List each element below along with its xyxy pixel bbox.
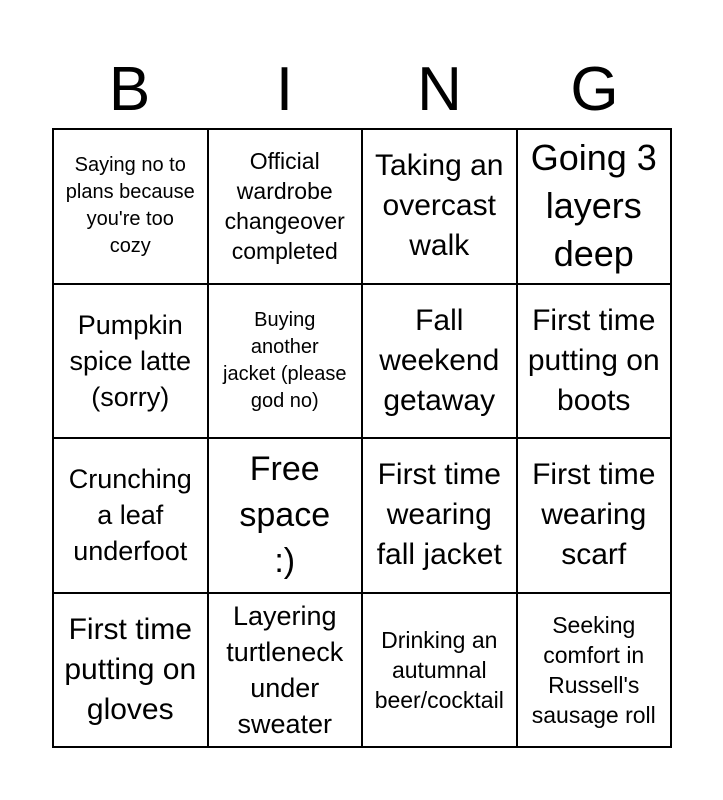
bingo-cell[interactable] (518, 439, 673, 594)
header-letter-i: I (275, 55, 294, 124)
bingo-cell[interactable] (363, 130, 518, 285)
bingo-header (52, 54, 672, 126)
header-letter-b: B (108, 55, 151, 124)
bingo-cell-text: First time putting on boots (527, 303, 660, 417)
bingo-cell[interactable] (54, 594, 209, 749)
bingo-cell-text: Buying another jacket (please god no) (223, 308, 347, 412)
bingo-cell-text: Crunching a leaf underfoot (68, 464, 192, 567)
bingo-cell[interactable] (54, 439, 209, 594)
bingo-cell[interactable] (54, 285, 209, 440)
bingo-cell[interactable] (209, 285, 364, 440)
bingo-cell-text: Free space :) (239, 450, 331, 581)
bingo-cell[interactable] (209, 130, 364, 285)
bingo-cell-text: Taking an overcast walk (375, 149, 504, 263)
bingo-cell[interactable] (363, 594, 518, 749)
bingo-cell[interactable] (209, 439, 364, 594)
bingo-cell[interactable] (518, 130, 673, 285)
bingo-cell-text: Drinking an autumnal beer/cocktail (374, 626, 504, 713)
bingo-cell-text: Saying no to plans because you're too cozy (65, 154, 195, 258)
bingo-cell[interactable] (363, 285, 518, 440)
bingo-cell[interactable] (209, 594, 364, 749)
bingo-cell-text: Seeking comfort in Russell's sausage roll (531, 611, 656, 728)
bingo-cell[interactable] (363, 439, 518, 594)
bingo-cell[interactable] (518, 594, 673, 749)
bingo-card-grid (52, 128, 672, 748)
bingo-cell-text: Pumpkin spice latte (sorry) (69, 309, 192, 412)
header-letter-n: N (417, 55, 462, 124)
bingo-cell[interactable] (518, 285, 673, 440)
bingo-cell-text: First time wearing fall jacket (376, 458, 502, 572)
bingo-cell-text: Going 3 layers deep (530, 137, 657, 275)
bingo-cell-text: First time wearing scarf (532, 458, 656, 572)
bingo-cell[interactable] (54, 130, 209, 285)
bingo-cell-text: Official wardrobe changeover completed (224, 148, 345, 265)
bingo-cell-text: Fall weekend getaway (379, 303, 500, 417)
header-letter-g: G (570, 55, 619, 124)
bingo-cell-text: First time putting on gloves (64, 612, 197, 726)
bingo-cell-text: Layering turtleneck under sweater (226, 600, 344, 739)
